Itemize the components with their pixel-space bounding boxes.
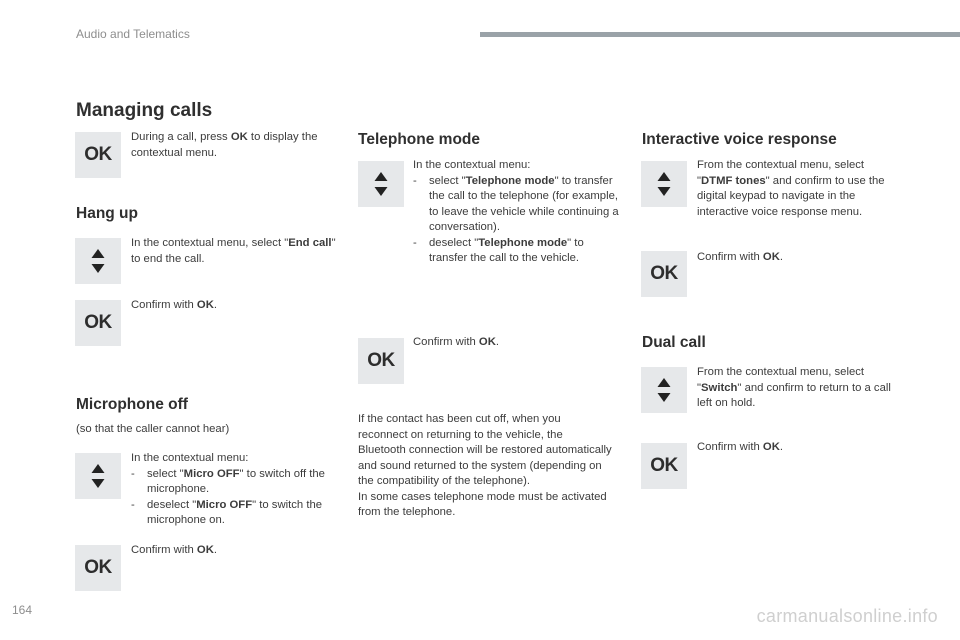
header-rule xyxy=(480,32,960,37)
ivr-heading: Interactive voice response xyxy=(642,131,837,148)
header-title: Audio and Telematics xyxy=(76,27,190,41)
telephone-mode-list xyxy=(413,158,623,267)
microphone-off-heading: Microphone off xyxy=(76,396,188,413)
ok-button-icon: OK xyxy=(75,545,121,591)
page-title: Managing calls xyxy=(76,100,213,121)
up-down-arrows-icon xyxy=(358,161,404,207)
page-number: 164 xyxy=(12,603,33,617)
ok-button-icon: OK xyxy=(641,443,687,489)
telephone-mode-note: If the contact has been cut off, when you reconnect on returning to the vehicle, the Bluetooth connection will be restored automatically and sound returned to the system (depending on the compatibility of the telephone). In some cases telephone mode must be activated from the telephone. xyxy=(358,413,612,518)
microphone-off-intro: In the contextual menu: xyxy=(131,452,249,464)
ivr-text: From the contextual menu, select "DTMF tones" and confirm to use the digital keypad to navigate in the interactive voice response menu. xyxy=(697,159,885,218)
ok-button-icon: OK xyxy=(75,132,121,178)
microphone-off-confirm: Confirm with OK. xyxy=(131,544,218,556)
dual-call-confirm: Confirm with OK. xyxy=(697,441,784,453)
ok-button-icon: OK xyxy=(358,338,404,384)
telephone-mode-confirm: Confirm with OK. xyxy=(413,336,500,348)
dual-call-text: From the contextual menu, select "Switch" and confirm to return to a call left on hold. xyxy=(697,366,891,409)
list-item: - deselect "Micro OFF" to switch the microphone on. xyxy=(131,498,323,526)
telephone-mode-intro: In the contextual menu: xyxy=(413,159,531,171)
microphone-off-list xyxy=(131,451,341,529)
up-down-arrows-icon xyxy=(75,238,121,284)
watermark: carmanualsonline.info xyxy=(756,606,938,626)
hang-up-text: In the contextual menu, select "End call" to end the call. xyxy=(131,237,336,265)
hang-up-confirm: Confirm with OK. xyxy=(131,299,218,311)
list-item: - select "Micro OFF" to switch off the microphone. xyxy=(131,467,325,495)
ok-button-icon: OK xyxy=(75,300,121,346)
up-down-arrows-icon xyxy=(641,161,687,207)
ok-button-icon: OK xyxy=(641,251,687,297)
microphone-off-subtitle: (so that the caller cannot hear) xyxy=(76,423,230,435)
managing-intro: During a call, press OK to display the contextual menu. xyxy=(131,131,318,159)
dual-call-heading: Dual call xyxy=(642,334,706,351)
up-down-arrows-icon xyxy=(641,367,687,413)
hang-up-heading: Hang up xyxy=(76,205,138,222)
up-down-arrows-icon xyxy=(75,453,121,499)
list-item: - select "Telephone mode" to transfer the call to the telephone (for example, to leave the vehicle while continuing a conversation). xyxy=(413,174,619,233)
list-item: - deselect "Telephone mode" to transfer the call to the vehicle. xyxy=(413,236,584,264)
telephone-mode-heading: Telephone mode xyxy=(358,131,481,148)
ivr-confirm: Confirm with OK. xyxy=(697,251,784,263)
